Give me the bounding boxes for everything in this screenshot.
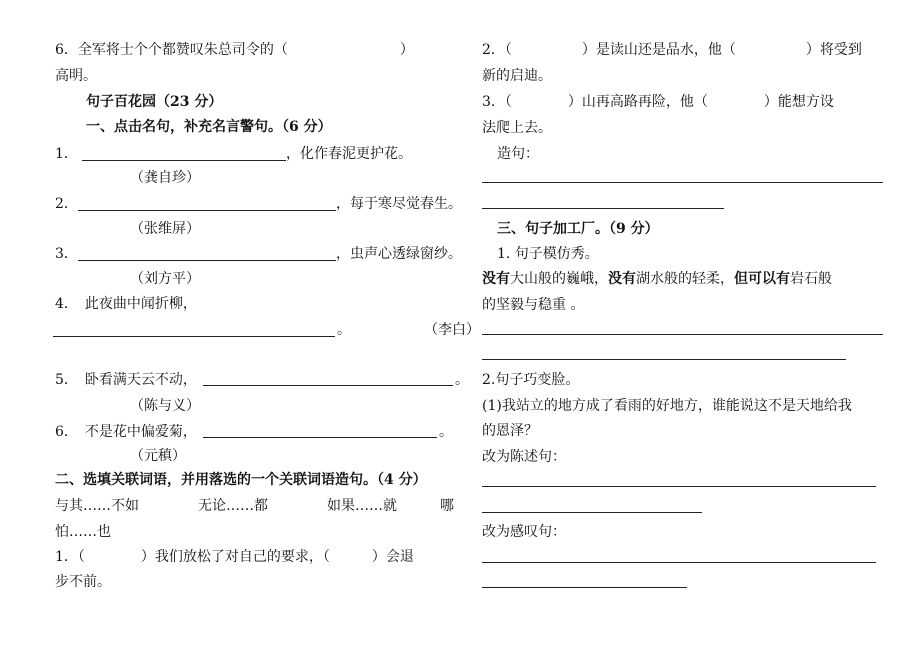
example-part-4: 湖水般的轻柔，	[636, 271, 734, 287]
quote4-head: 4． 此夜曲中闻折柳，	[55, 296, 197, 312]
example-sentence-line2: 的坚毅与稳重 。	[482, 297, 585, 313]
quote1-tail: ，化作春泥更护花。	[286, 146, 412, 162]
quote2-author: （张维屏）	[130, 221, 200, 237]
conj-option-4-end: 怕……也	[55, 524, 111, 540]
quote1-answer-line[interactable]	[82, 160, 286, 161]
quote5-head: 5． 卧看满天云不动，	[55, 372, 197, 388]
part2-title: 二、选填关联词语，并用落选的一个关联词语造句。（4 分）	[55, 472, 427, 488]
example-sentence-line1	[482, 270, 832, 288]
emph-keyiyou: 但可以有	[734, 271, 790, 287]
quote2-answer-line[interactable]	[78, 210, 336, 211]
quote6-head: 6． 不是花中偏爱菊，	[55, 424, 197, 440]
quote1-author: （龚自珍）	[130, 170, 200, 186]
exclaim-line-1[interactable]	[482, 562, 876, 563]
make-sentence-line-1[interactable]	[482, 182, 883, 183]
part2-q1-line1: 1．（ ）我们放松了对自己的要求，（ ）会退	[55, 549, 414, 565]
quote4-end: 。	[337, 322, 351, 338]
right-q2-line2: 新的启迪。	[482, 68, 552, 84]
emph-meiyou-1: 没有	[482, 271, 510, 287]
quote6-answer-line[interactable]	[203, 437, 437, 438]
quote5-end: 。	[455, 372, 469, 388]
transform-title: 2.句子巧变脸。	[482, 372, 580, 388]
transform-q1-line2: 的恩泽？	[482, 423, 538, 439]
quote5-author: （陈与义）	[130, 398, 200, 414]
imitate-title: 1. 句子模仿秀。	[497, 246, 599, 262]
q6-line1: 6．全军将士个个都赞叹朱总司令的（ ）	[55, 42, 414, 58]
conj-option-1: 与其……不如	[55, 498, 139, 514]
imitate-line-1[interactable]	[482, 334, 883, 335]
section-title: 句子百花园（23 分）	[86, 94, 223, 110]
quote3-answer-line[interactable]	[78, 260, 336, 261]
quote3-number: 3．	[55, 246, 78, 262]
emph-meiyou-2: 没有	[608, 271, 636, 287]
transform-q1-line1: (1)我站立的地方成了看雨的好地方，谁能说这不是天地给我	[482, 398, 852, 414]
right-q2-line1: 2．（ ）是读山还是品水，他（ ）将受到	[482, 42, 862, 58]
exclaim-line-2[interactable]	[482, 587, 687, 588]
to-exclaim-label: 改为感叹句：	[482, 524, 566, 540]
make-sentence-label: 造句：	[497, 146, 539, 162]
statement-line-2[interactable]	[482, 512, 702, 513]
quote3-author: （刘方平）	[130, 271, 200, 287]
part2-q1-line2: 步不前。	[55, 574, 111, 590]
make-sentence-line-2[interactable]	[482, 208, 724, 209]
quote4-author: （李白）	[424, 322, 480, 338]
conj-option-3: 如果……就	[327, 498, 397, 514]
quote5-answer-line[interactable]	[203, 385, 453, 386]
quote6-end: 。	[439, 424, 453, 440]
quote4-answer-line[interactable]	[53, 336, 335, 337]
quote3-tail: ，虫声心透绿窗纱。	[336, 246, 462, 262]
part1-title: 一、点击名句，补充名言警句。（6 分）	[86, 119, 332, 135]
quote6-author: （元稹）	[130, 448, 186, 464]
conj-option-4-start: 哪	[440, 498, 454, 514]
conj-option-2: 无论……都	[198, 498, 268, 514]
quote1-number: 1．	[55, 146, 78, 162]
example-part-2: 大山般的巍峨，	[510, 271, 608, 287]
example-part-6: 岩石般	[790, 271, 832, 287]
statement-line-1[interactable]	[482, 486, 876, 487]
to-statement-label: 改为陈述句：	[482, 449, 566, 465]
right-q3-line2: 法爬上去。	[482, 120, 552, 136]
imitate-line-2[interactable]	[482, 359, 846, 360]
quote2-number: 2．	[55, 196, 78, 212]
quote2-tail: ，每于寒尽觉春生。	[336, 196, 462, 212]
part3-title: 三、句子加工厂。（9 分）	[497, 221, 659, 237]
right-q3-line1: 3．（ ）山再高路再险，他（ ）能想方设	[482, 94, 834, 110]
q6-line2: 高明。	[55, 68, 97, 84]
